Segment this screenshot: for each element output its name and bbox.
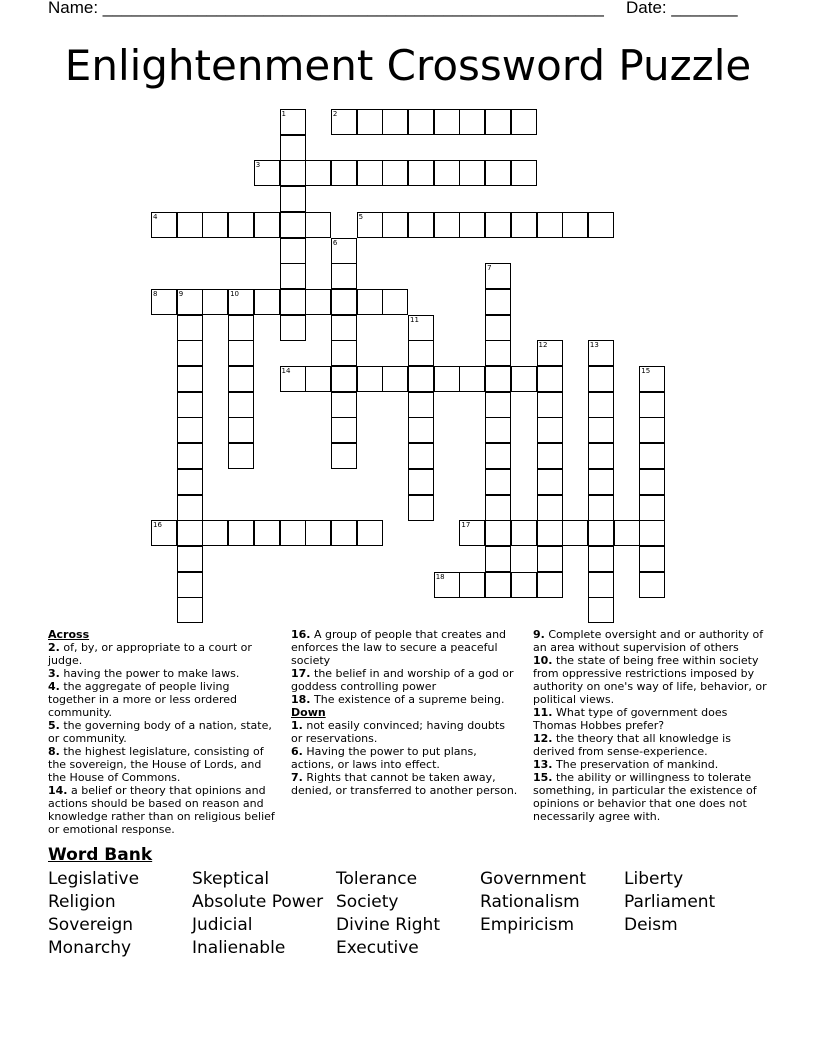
clues-section	[0, 628, 816, 842]
clue-number: 9	[178, 289, 184, 298]
crossword-cell[interactable]	[228, 212, 254, 238]
clue-number-label: 2.	[48, 641, 60, 654]
clue-text: Complete oversight and or authority of an area without supervision of others	[533, 628, 764, 654]
clue-number-label: 10.	[533, 654, 553, 667]
clue-number-label: 9.	[533, 628, 545, 641]
crossword-cell[interactable]	[280, 186, 306, 212]
crossword-cell[interactable]	[537, 212, 563, 238]
clue-item	[48, 667, 276, 680]
word-bank-item: Inalienable	[192, 938, 286, 958]
clue-item	[533, 654, 771, 706]
clue-text: Rights that cannot be taken away, denied, or transferred to another person.	[291, 771, 518, 797]
clue-number: 4	[153, 212, 158, 221]
crossword-cell[interactable]	[459, 109, 485, 135]
crossword-cell[interactable]	[408, 469, 434, 495]
crossword-cell[interactable]	[280, 289, 306, 315]
clues-column-2	[291, 628, 519, 797]
clue-number: 5	[358, 212, 364, 221]
crossword-cell[interactable]	[485, 495, 511, 521]
crossword-cell[interactable]	[177, 520, 203, 546]
crossword-cell[interactable]	[305, 366, 331, 392]
clue-number: 7	[487, 264, 492, 273]
crossword-cell[interactable]	[408, 212, 434, 238]
crossword-cell[interactable]	[177, 597, 203, 623]
word-bank-item: Government	[480, 869, 587, 889]
clue-number: 15	[641, 367, 651, 375]
crossword-cell[interactable]	[177, 495, 203, 521]
crossword-cell[interactable]	[537, 572, 563, 598]
crossword-cell[interactable]	[459, 160, 485, 186]
crossword-cell[interactable]	[331, 392, 357, 418]
crossword-cell[interactable]	[280, 160, 306, 186]
clue-number: 12	[538, 341, 548, 350]
clue-number: 14	[281, 367, 291, 375]
clue-item	[291, 719, 519, 745]
clue-number: 6	[332, 238, 338, 247]
crossword-cell[interactable]	[408, 366, 434, 392]
crossword-cell[interactable]	[177, 315, 203, 341]
crossword-cell[interactable]	[280, 135, 306, 161]
crossword-cell[interactable]	[228, 443, 254, 469]
crossword-cell[interactable]	[485, 109, 511, 135]
crossword-cell[interactable]	[228, 366, 254, 392]
crossword-cell[interactable]	[588, 469, 614, 495]
crossword-cell[interactable]	[177, 392, 203, 418]
crossword-cell[interactable]	[434, 160, 460, 186]
clue-text: The existence of a supreme being.	[314, 693, 505, 706]
crossword-cell[interactable]	[537, 366, 563, 392]
crossword-cell[interactable]	[177, 469, 203, 495]
crossword-cell[interactable]	[228, 417, 254, 443]
crossword-cell[interactable]	[485, 572, 511, 598]
crossword-cell[interactable]	[639, 443, 665, 469]
crossword-cell[interactable]	[588, 417, 614, 443]
crossword-cell[interactable]	[177, 546, 203, 572]
name-field-label: Name: _____________________________________________________	[48, 0, 604, 17]
crossword-cell[interactable]	[408, 443, 434, 469]
clues-column-1	[48, 628, 276, 836]
crossword-cell[interactable]	[202, 212, 228, 238]
crossword-cell[interactable]	[280, 263, 306, 289]
clue-text: having the power to make laws.	[63, 667, 240, 680]
crossword-cell[interactable]	[382, 212, 408, 238]
crossword-cell[interactable]	[511, 212, 537, 238]
crossword-cell[interactable]	[331, 340, 357, 366]
word-bank-item: Religion	[48, 892, 116, 912]
word-bank-item: Absolute Power	[192, 892, 324, 912]
word-bank-item: Liberty	[624, 869, 684, 889]
crossword-cell[interactable]	[485, 546, 511, 572]
crossword-cell[interactable]	[357, 520, 383, 546]
crossword-cell[interactable]	[331, 263, 357, 289]
crossword-cell[interactable]	[537, 417, 563, 443]
clue-number: 11	[410, 315, 419, 324]
crossword-cell[interactable]	[305, 520, 331, 546]
crossword-cell[interactable]	[485, 289, 511, 315]
crossword-cell[interactable]	[357, 366, 383, 392]
crossword-cell[interactable]	[485, 469, 511, 495]
crossword-cell[interactable]	[331, 160, 357, 186]
clues-column-3	[533, 628, 771, 823]
crossword-cell[interactable]	[639, 469, 665, 495]
crossword-cell[interactable]	[639, 546, 665, 572]
crossword-cell[interactable]	[408, 160, 434, 186]
crossword-cell[interactable]	[588, 597, 614, 623]
clue-number-label: 11.	[533, 706, 553, 719]
clue-item	[533, 706, 771, 732]
clue-text: not easily convinced; having doubts or reservations.	[291, 719, 505, 745]
crossword-cell[interactable]	[588, 495, 614, 521]
clue-number: 13	[589, 341, 599, 350]
crossword-cell[interactable]	[228, 315, 254, 341]
clue-item	[48, 641, 276, 667]
crossword-cell[interactable]	[305, 212, 331, 238]
clue-number-label: 7.	[291, 771, 303, 784]
word-bank-item: Skeptical	[192, 869, 270, 889]
word-bank-title: Word Bank	[48, 845, 153, 865]
crossword-cell[interactable]	[485, 315, 511, 341]
clue-number-label: 1.	[291, 719, 303, 732]
crossword-cell[interactable]	[485, 417, 511, 443]
word-bank-item: Sovereign	[48, 915, 134, 935]
crossword-cell[interactable]	[408, 109, 434, 135]
clue-item	[533, 732, 771, 758]
crossword-cell[interactable]	[639, 520, 665, 546]
crossword-cell[interactable]	[280, 315, 306, 341]
word-bank-item: Monarchy	[48, 938, 132, 958]
crossword-cell[interactable]	[408, 392, 434, 418]
clue-text: of, by, or appropriate to a court or judge.	[48, 641, 252, 667]
clue-item	[291, 628, 519, 667]
crossword-cell[interactable]	[382, 366, 408, 392]
crossword-cell[interactable]	[537, 520, 563, 546]
clue-text: Having the power to put plans, actions, or laws into effect.	[291, 745, 477, 771]
clue-number: 16	[153, 521, 162, 530]
crossword-cell[interactable]	[588, 546, 614, 572]
page-title: Enlightenment Crossword Puzzle	[64, 41, 752, 90]
word-bank-list	[48, 868, 768, 960]
clue-number-label: 5.	[48, 719, 60, 732]
clue-item	[291, 771, 519, 797]
crossword-cell[interactable]	[357, 160, 383, 186]
word-bank-item: Deism	[624, 915, 678, 935]
crossword-cell[interactable]	[357, 289, 383, 315]
crossword-cell[interactable]	[331, 520, 357, 546]
clue-text: the highest legislature, consisting of the sovereign, the House of Lords, and the House of Commons.	[48, 745, 264, 784]
clue-number-label: 13.	[533, 758, 553, 771]
word-bank-item: Empiricism	[480, 915, 575, 935]
clue-number: 2	[332, 110, 338, 118]
crossword-cell[interactable]	[202, 289, 228, 315]
crossword-cell[interactable]	[434, 212, 460, 238]
crossword-cell[interactable]	[331, 417, 357, 443]
clue-item	[533, 628, 771, 654]
clue-number-label: 14.	[48, 784, 68, 797]
clue-item	[48, 680, 276, 719]
crossword-cell[interactable]	[382, 109, 408, 135]
crossword-cell[interactable]	[434, 366, 460, 392]
crossword-cell[interactable]	[537, 392, 563, 418]
clue-number-label: 6.	[291, 745, 303, 758]
crossword-cell[interactable]	[280, 238, 306, 264]
crossword-cell[interactable]	[537, 443, 563, 469]
clue-text: the governing body of a nation, state, or community.	[48, 719, 272, 745]
clue-text: the aggregate of people living together in a more or less ordered community.	[48, 680, 237, 719]
clue-text: a belief or theory that opinions and actions should be based on reason and knowledge rather than on religious belief or emotional response.	[48, 784, 275, 836]
clue-number-label: 3.	[48, 667, 60, 680]
clue-text: the theory that all knowledge is derived from sense-experience.	[533, 732, 731, 758]
clue-text: The preservation of mankind.	[556, 758, 719, 771]
crossword-cell[interactable]	[177, 572, 203, 598]
clue-item	[533, 771, 771, 823]
clue-number-label: 17.	[291, 667, 311, 680]
crossword-cell[interactable]	[254, 289, 280, 315]
word-bank-item: Executive	[336, 938, 419, 958]
clue-item	[291, 745, 519, 771]
word-bank-item: Society	[336, 892, 399, 912]
crossword-cell[interactable]	[228, 520, 254, 546]
crossword-cell[interactable]	[202, 520, 228, 546]
crossword-cell[interactable]	[511, 366, 537, 392]
crossword-cell[interactable]	[459, 366, 485, 392]
clue-heading: Across	[48, 628, 90, 641]
crossword-cell[interactable]	[408, 340, 434, 366]
crossword-cell[interactable]	[485, 443, 511, 469]
crossword-cell[interactable]	[485, 160, 511, 186]
clue-item	[48, 745, 276, 784]
clue-text: the state of being free within society from oppressive restrictions imposed by authority on one's way of life, behavior, or political views.	[533, 654, 767, 706]
crossword-cell[interactable]	[459, 212, 485, 238]
crossword-cell[interactable]	[639, 495, 665, 521]
crossword-cell[interactable]	[639, 392, 665, 418]
clue-number-label: 12.	[533, 732, 553, 745]
clue-text: the ability or willingness to tolerate something, in particular the existence of opinions or behavior that one does not necessarily agree with.	[533, 771, 757, 823]
clue-item	[291, 693, 519, 706]
crossword-cell[interactable]	[228, 340, 254, 366]
crossword-cell[interactable]	[177, 417, 203, 443]
clue-item	[533, 758, 771, 771]
crossword-cell[interactable]	[280, 520, 306, 546]
crossword-cell[interactable]	[614, 520, 640, 546]
crossword-cell[interactable]	[588, 392, 614, 418]
word-bank-item: Judicial	[192, 915, 253, 935]
crossword-cell[interactable]	[177, 443, 203, 469]
clue-number: 17	[461, 521, 471, 530]
clue-number: 8	[153, 289, 158, 298]
crossword-cell[interactable]	[639, 572, 665, 598]
crossword-cell[interactable]	[639, 417, 665, 443]
crossword-cell[interactable]	[537, 495, 563, 521]
crossword-cell[interactable]	[588, 572, 614, 598]
crossword-cell[interactable]	[459, 572, 485, 598]
clue-heading: Down	[291, 706, 326, 719]
clue-number-label: 18.	[291, 693, 311, 706]
word-bank-item: Tolerance	[336, 869, 418, 889]
word-bank-item: Parliament	[624, 892, 716, 912]
word-bank-item: Divine Right	[336, 915, 441, 935]
crossword-cell[interactable]	[228, 392, 254, 418]
crossword-cell[interactable]	[562, 212, 588, 238]
crossword-cell[interactable]	[485, 392, 511, 418]
crossword-cell[interactable]	[408, 495, 434, 521]
crossword-cell[interactable]	[280, 212, 306, 238]
clue-item	[48, 784, 276, 836]
crossword-cell[interactable]	[331, 366, 357, 392]
clue-number-label: 8.	[48, 745, 60, 758]
crossword-cell[interactable]	[305, 289, 331, 315]
crossword-cell[interactable]	[485, 212, 511, 238]
crossword-cell[interactable]	[177, 212, 203, 238]
crossword-cell[interactable]	[588, 366, 614, 392]
crossword-cell[interactable]	[357, 109, 383, 135]
crossword-cell[interactable]	[331, 443, 357, 469]
crossword-cell[interactable]	[537, 469, 563, 495]
crossword-cell[interactable]	[511, 520, 537, 546]
date-field-label: Date: _______	[626, 0, 738, 17]
crossword-cell[interactable]	[177, 366, 203, 392]
crossword-cell[interactable]	[254, 520, 280, 546]
clue-number: 1	[281, 110, 286, 118]
clue-number-label: 16.	[291, 628, 311, 641]
clue-number-label: 15.	[533, 771, 553, 784]
clue-number: 10	[230, 289, 240, 298]
crossword-cell[interactable]	[177, 340, 203, 366]
crossword-cell[interactable]	[305, 160, 331, 186]
crossword-cell[interactable]	[382, 160, 408, 186]
clue-text: A group of people that creates and enforces the law to secure a peaceful society	[291, 628, 507, 667]
crossword-cell[interactable]	[434, 109, 460, 135]
crossword-cell[interactable]	[511, 572, 537, 598]
crossword-cell[interactable]	[331, 289, 357, 315]
crossword-cell[interactable]	[511, 109, 537, 135]
crossword-cell[interactable]	[485, 520, 511, 546]
clue-item	[48, 719, 276, 745]
clue-number: 3	[255, 161, 261, 170]
crossword-cell[interactable]	[511, 160, 537, 186]
crossword-cell[interactable]	[382, 289, 408, 315]
crossword-cell[interactable]	[588, 212, 614, 238]
crossword-cell[interactable]	[562, 520, 588, 546]
word-bank	[48, 844, 768, 960]
word-bank-item: Rationalism	[480, 892, 580, 912]
clue-item	[291, 667, 519, 693]
word-bank-item: Legislative	[48, 869, 140, 889]
crossword-cell[interactable]	[408, 417, 434, 443]
crossword-cell[interactable]	[588, 443, 614, 469]
clue-number-label: 4.	[48, 680, 60, 693]
crossword-cell[interactable]	[588, 520, 614, 546]
crossword-cell[interactable]	[485, 366, 511, 392]
clue-text: What type of government does Thomas Hobbes prefer?	[533, 706, 728, 732]
clue-number: 18	[435, 572, 445, 581]
crossword-cell[interactable]	[485, 340, 511, 366]
crossword-cell[interactable]	[537, 546, 563, 572]
clue-text: the belief in and worship of a god or goddess controlling power	[291, 667, 514, 693]
crossword-cell[interactable]	[331, 315, 357, 341]
crossword-cell[interactable]	[254, 212, 280, 238]
